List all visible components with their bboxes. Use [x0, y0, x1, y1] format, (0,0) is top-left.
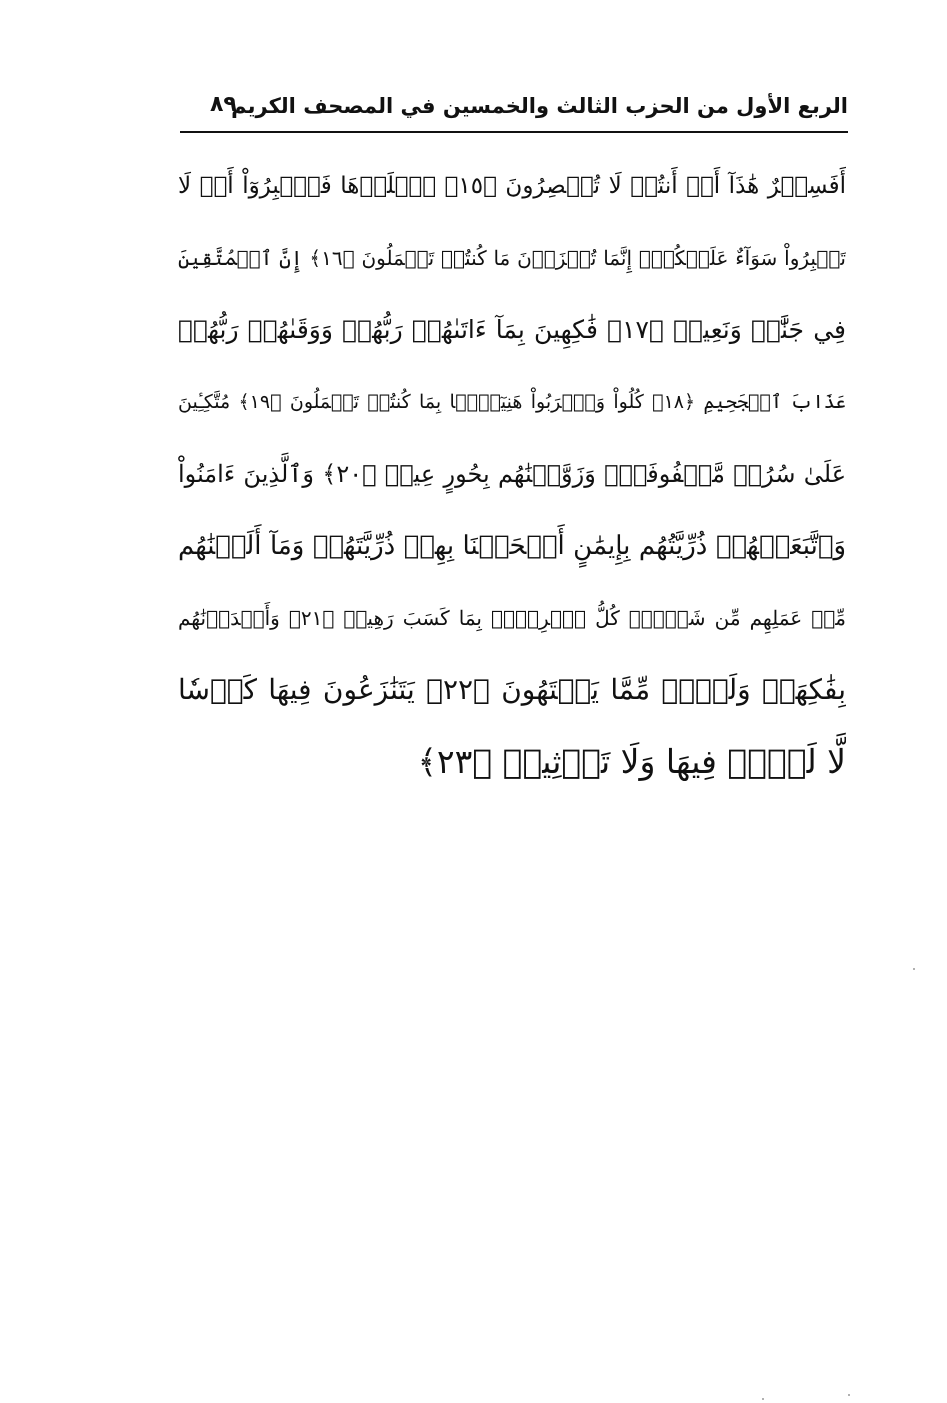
verse-line: بِفَٰكِهَةٖ وَلَحۡمٖ مِّمَّا يَشۡتَهُونَ ﴿٢٢﴾ يَتَنَٰزَعُونَ فِيهَا كَأۡسٗا: [178, 673, 846, 706]
verse-line: فِي جَنَّٰتٖ وَنَعِيمٖ ﴿١٧﴾ فَٰكِهِينَ بِمَآ ءَاتَىٰهُمۡ رَبُّهُمۡ وَوَقَىٰهُمۡ رَبُّهُمۡ: [178, 315, 846, 344]
page-header-title: الربع الأول من الحزب الثالث والخمسين في المصحف الكريم: [231, 94, 848, 118]
verse-line: مِّنۡ عَمَلِهِم مِّن شَيۡءٖۚ كُلُّ ٱمۡرِيِٕۭ بِمَا كَسَبَ رَهِينٞ ﴿٢١﴾ وَأَمۡدَدۡنَٰهُم: [178, 606, 846, 630]
verse-line: وَٱتَّبَعَتۡهُمۡ ذُرِّيَّتُهُم بِإِيمَٰنٍ أَلۡحَقۡنَا بِهِمۡ ذُرِّيَّتَهُمۡ وَمَآ أَلَتۡنَٰهُم: [178, 531, 846, 561]
verse-line: لَّا لَغۡوٞ فِيهَا وَلَا تَأۡثِيمٞ ﴿٢٣﴾: [417, 742, 846, 781]
scan-speck: [848, 1394, 850, 1396]
page-number: ٨٩: [210, 92, 237, 117]
page-header: [180, 88, 848, 128]
quran-text-block: [178, 150, 846, 798]
verse-line: عَلَىٰ سُرُرٖ مَّصۡفُوفَةٖۖ وَزَوَّجۡنَٰهُم بِحُورٍ عِينٖ ﴿٢٠﴾ وَٱلَّذِينَ ءَامَنُواْ: [178, 460, 846, 488]
header-divider: [180, 131, 848, 133]
verse-line: أَفَسِحۡرٌ هَٰذَآ أَمۡ أَنتُمۡ لَا تُبۡصِرُونَ ﴿١٥﴾ ٱصۡلَوۡهَا فَٱصۡبِرُوٓاْ أَوۡ لَا: [178, 173, 846, 199]
verse-line: تَصۡبِرُواْ سَوَآءٌ عَلَيۡكُمۡۖ إِنَّمَا تُجۡزَوۡنَ مَا كُنتُمۡ تَعۡمَلُونَ ﴿١٦﴾ إِنَّ ٱلۡمُتَّقِينَ: [178, 246, 846, 270]
verse-line: عَذَابَ ٱلۡجَحِيمِ ﴿١٨﴾ كُلُواْ وَٱشۡرَبُواْ هَنِيٓـَٔۢا بِمَا كُنتُمۡ تَعۡمَلُونَ ﴿١٩﴾ مُتَّكِـِٔينَ: [178, 391, 846, 413]
scan-speck: [913, 968, 915, 970]
scan-speck: [762, 1398, 764, 1400]
